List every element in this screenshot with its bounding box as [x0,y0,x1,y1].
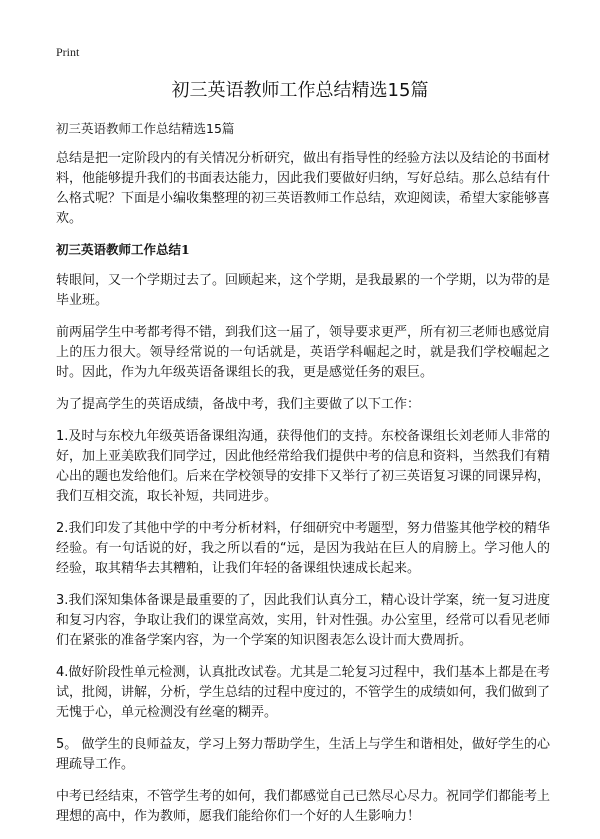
document-subtitle: 初三英语教师工作总结精选15篇 [56,121,235,136]
body-paragraph: 4.做好阶段性单元检测，认真批改试卷。尤其是二轮复习过程中，我们基本上都是在考试，批阅，讲解，分析，学生总结的过程中度过的，不管学生的成绩如何，我们做到了无愧于心，单元检测没有丝毫的糊弄。 [56,665,551,720]
intro-paragraph: 总结是把一定阶段内的有关情况分析研究，做出有指导性的经验方法以及结论的书面材料，他能够提升我们的书面表达能力，因此我们要做好归纳，写好总结。那么总结有什么格式呢？下面是小编收集整理的初三英语教师工作总结，欢迎阅读，希望大家能够喜欢。 [56,151,551,226]
document-title: 初三英语教师工作总结精选15篇 [171,80,429,101]
body-paragraph: 3.我们深知集体备课是最重要的了，因此我们认真分工，精心设计学案，统一复习进度和复习内容，争取让我们的课堂高效，实用，针对性强。办公室里，经常可以看见老师们在紧张的准备学案内容，为一个学案的知识图表怎么设计而大费周折。 [56,593,551,648]
body-paragraph: 2.我们印发了其他中学的中考分析材料，仔细研究中考题型，努力借鉴其他学校的精华经验。有一句话说的好，我之所以看的“远，是因为我站在巨人的肩膀上。学习他人的经验，取其精华去其糟粕，让我们年轻的备课组快速成长起来。 [56,521,550,576]
print-link[interactable]: Print [56,45,80,59]
body-paragraph: 中考已经结束，不管学生考的如何，我们都感觉自己已然尽心尽力。祝同学们都能考上理想的高中，作为教师，愿我们能给你们一个好的人生影响力！ [56,789,551,824]
body-paragraph: 转眼间，又一个学期过去了。回顾起来，这个学期，是我最累的一个学期，以为带的是毕业班。 [56,273,551,308]
body-paragraph: 前两届学生中考都考得不错，到我们这一届了，领导要求更严，所有初三老师也感觉肩上的压力很大。领导经常说的一句话就是，英语学科崛起之时，就是我们学校崛起之时。因此，作为九年级英语备课组长的我，更是感觉任务的艰巨。 [56,325,551,380]
document-body [56,149,550,839]
body-paragraph: 5。 做学生的良师益友，学习上努力帮助学生，生活上与学生和谐相处，做好学生的心理疏导工作。 [56,737,550,772]
body-paragraph: 为了提高学生的英语成绩，备战中考，我们主要做了以下工作： [56,397,421,412]
body-paragraph: 1.及时与东校九年级英语备课组沟通，获得他们的支持。东校备课组长刘老师人非常的好，加上亚美欧我们同学过，因此他经常给我们提供中考的信息和资料，当然我们有精心出的题也发给他们。后来在学校领导的安排下又举行了初三英语复习课的同课异构，我们互相交流，取长补短，共同进步。 [56,429,551,504]
section-heading: 初三英语教师工作总结1 [56,242,190,257]
